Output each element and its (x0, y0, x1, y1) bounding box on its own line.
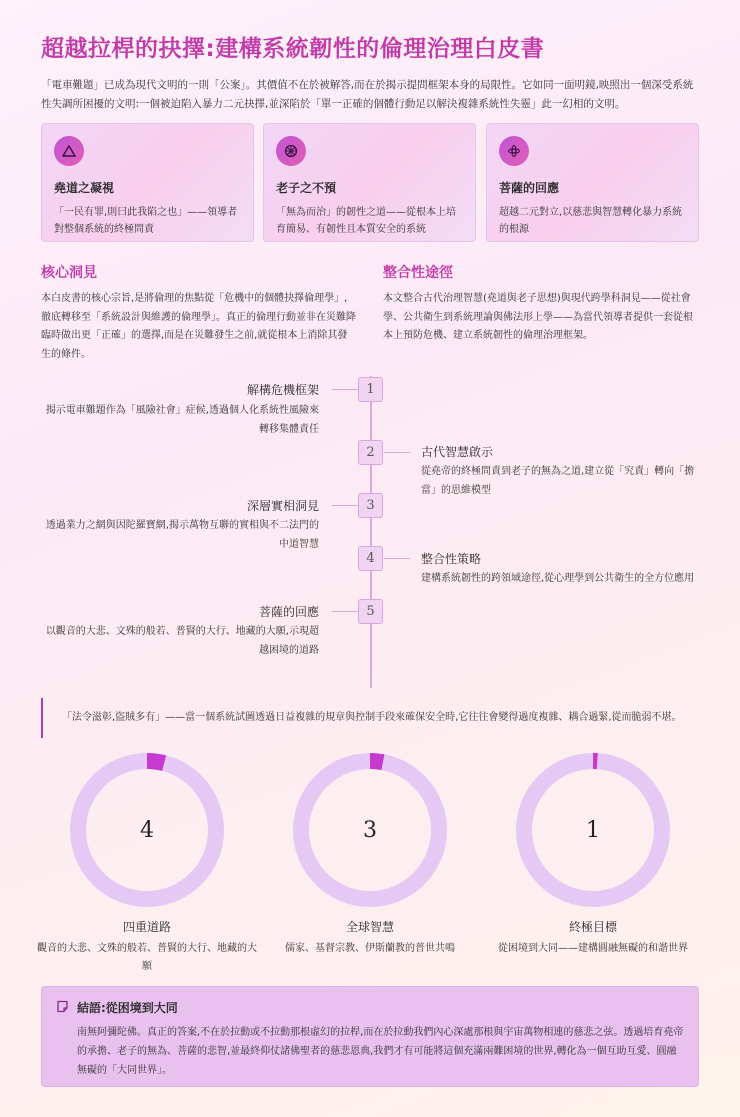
timeline-step-title: 菩薩的回應 (258, 605, 319, 619)
feature-cards (41, 123, 699, 242)
pull-quote: 「法令滋彰,盜賊多有」——當一個系統試圖透過日益複雜的規章與控制手段來確保安全時,它往往會變得過度複雜、耦合過緊,從而脆弱不堪。 (41, 698, 699, 738)
stat-value: 3 (363, 817, 377, 843)
dharma-wheel-icon (276, 136, 306, 166)
integration-heading: 整合性途徑 (383, 265, 453, 281)
card-desc: 「一民有罪,則曰此我陷之也」——領導者對整個系統的終極問責 (54, 207, 238, 235)
stat-donut (69, 752, 225, 908)
timeline-step-desc: 透過業力之網與因陀羅寶網,揭示萬物互聯的實相與不二法門的中道智慧 (45, 520, 319, 550)
timeline-step-number: 3 (358, 493, 383, 518)
stat-desc: 儒家、基督宗教、伊斯蘭教的普世共鳴 (285, 943, 455, 954)
timeline-connector (384, 452, 410, 453)
stat-donut (292, 752, 448, 908)
triangle-icon (54, 136, 84, 166)
timeline-step-title: 古代智慧啟示 (421, 445, 494, 459)
note-icon (56, 998, 69, 1017)
timeline-step-desc: 從堯帝的終極問責到老子的無為之道,建立從「究責」轉向「擔當」的思維模型 (421, 466, 695, 496)
timeline-step-number: 1 (358, 377, 383, 402)
page-title: 超越拉桿的抉擇:建構系統韌性的倫理治理白皮書 (41, 36, 545, 62)
timeline-axis (370, 376, 372, 688)
insight-text: 本白皮書的核心宗旨,是將倫理的焦點從「危機中的個體抉擇倫理學」,徹底轉移至「系統設計與維護的倫理學」。真正的倫理行動並非在災難降臨時做出更「正確」的選擇,而是在災難發生之前,就從根本上消除其發生的條件。 (41, 293, 356, 360)
timeline-connector (332, 505, 358, 506)
card-laozi (263, 123, 476, 242)
timeline-step-desc: 以觀音的大悲、文殊的般若、普賢的大行、地藏的大願,示現超越困境的道路 (45, 626, 319, 656)
intro-paragraph: 「電車難題」已成為現代文明的一則「公案」。其價值不在於被解答,而在於揭示提問框架本身的局限性。它如同一面明鏡,映照出一個深受系統性失調所困擾的文明:一個被迫陷入暴力二元抉擇,並深陷於「單一正確的個體行動足以解決複雜系統性失靈」此一幻相的文明。 (41, 79, 694, 110)
integration-text: 本文整合古代治理智慧(堯道與老子思想)與現代跨學科洞見——從社會學、公共衛生到系統理論與佛法形上學——為當代領導者提供一套從根本上預防危機、建立系統韌性的倫理治理框架。 (383, 293, 693, 341)
stat-title: 全球智慧 (345, 920, 394, 934)
stat-desc: 觀音的大悲、文殊的般若、普賢的大行、地藏的大願 (37, 943, 257, 972)
timeline-step-number: 4 (358, 546, 383, 571)
stat-donut (515, 752, 671, 908)
card-title: 老子之不預 (276, 181, 337, 195)
timeline-connector (332, 389, 358, 390)
conclusion-box (41, 986, 699, 1087)
timeline-step-number: 2 (358, 440, 383, 465)
stat-desc: 從困境到大同——建構圓融無礙的和諧世界 (498, 943, 688, 954)
insight-heading: 核心洞見 (41, 265, 97, 281)
card-title: 堯道之凝視 (54, 181, 115, 195)
timeline-step-number: 5 (358, 599, 383, 624)
timeline-step-title: 整合性策略 (421, 552, 482, 566)
stat-value: 4 (140, 817, 154, 843)
timeline-step-title: 深層實相洞見 (246, 499, 319, 513)
conclusion-title: 結語:從困境到大同 (77, 1001, 178, 1015)
stat-value: 1 (586, 817, 600, 843)
card-bodhisattva (486, 123, 699, 242)
card-desc: 超越二元對立,以慈悲與智慧轉化暴力系統的根源 (499, 207, 683, 235)
timeline-connector (332, 611, 358, 612)
timeline-step-desc: 建構系統韌性的跨領域途徑,從心理學到公共衛生的全方位應用 (421, 573, 695, 584)
card-title: 菩薩的回應 (499, 181, 560, 195)
stat-title: 終極目標 (568, 920, 617, 934)
card-desc: 「無為而治」的韌性之道——從根本上培育簡易、有韌性且本質安全的系統 (276, 207, 456, 235)
timeline-step-desc: 揭示電車難題作為「風險社會」症候,透過個人化系統性風險來轉移集體責任 (45, 405, 319, 435)
timeline-step-title: 解構危機框架 (246, 383, 319, 397)
lotus-icon (499, 136, 529, 166)
card-yao-gaze (41, 123, 254, 242)
conclusion-text: 南無阿彌陀佛。真正的答案,不在於拉動或不拉動那根虛幻的拉桿,而在於拉動我們內心深處那根與宇宙萬物相連的慈悲之弦。透過培育堯帝的承擔、老子的無為、菩薩的悲智,並最終仰仗諸佛聖者的慈悲恩典,我們才有可能將這個充滿兩難困境的世界,轉化為一個互助互愛、圓融無礙的「大同世界」。 (77, 1027, 684, 1076)
stat-title: 四重道路 (122, 920, 171, 934)
timeline-connector (384, 558, 410, 559)
